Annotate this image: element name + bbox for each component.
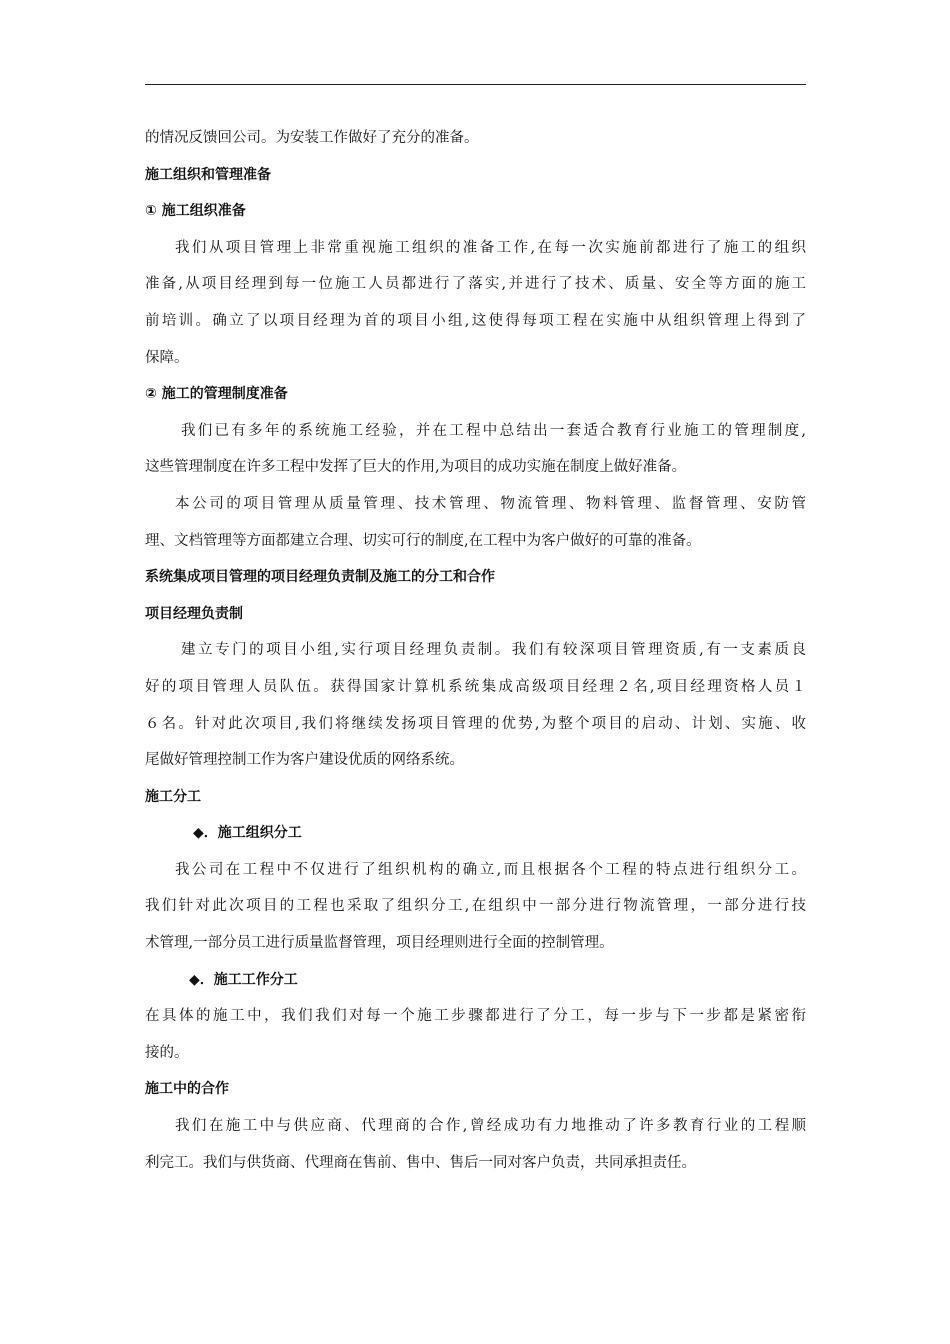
paragraph-line: 好的项目管理人员队伍。获得国家计算机系统集成高级项目经理２名,项目经理资格人员１ (145, 678, 806, 695)
paragraph-line: 我们针对此次项目的工程也采取了组织分工,在组织中一部分进行物流管理，一部分进行技 (145, 898, 806, 915)
paragraph-line: 建立专门的项目小组,实行项目经理负责制。我们有较深项目管理资质,有一支素质良 (181, 642, 806, 659)
paragraph-line: 我们已有多年的系统施工经验，并在工程中总结出一套适合教育行业施工的管理制度, (181, 422, 806, 439)
paragraph-line: 利完工。我们与供货商、代理商在售前、售中、售后一同对客户负责，共同承担责任。 (145, 1154, 696, 1171)
paragraph-line: 这些管理制度在许多工程中发挥了巨大的作用,为项目的成功实施在制度上做好准备。 (145, 459, 687, 476)
paragraph-line: 的情况反馈回公司。为安装工作做好了充分的准备。 (145, 130, 479, 146)
section-heading: 施工组织和管理准备 (145, 166, 271, 183)
paragraph-line: 我公司在工程中不仅进行了组织机构的确立,而且根据各个工程的特点进行组织分工。 (175, 861, 806, 878)
subsection-heading: ① 施工组织准备 (145, 203, 246, 220)
subsection-heading: ② 施工的管理制度准备 (145, 386, 288, 403)
paragraph-line: 术管理,一部分员工进行质量监督管理，项目经理则进行全面的控制管理。 (145, 935, 614, 952)
section-heading: 施工分工 (145, 788, 201, 805)
paragraph-line: 理、文档管理等方面都建立合理、切实可行的制度,在工程中为客户做好的可靠的准备。 (145, 532, 701, 549)
paragraph-line: 我们在施工中与供应商、代理商的合作,曾经成功有力地推动了许多教育行业的工程顺 (175, 1118, 806, 1135)
paragraph-line: 在具体的施工中，我们我们对每一个施工步骤都进行了分工，每一步与下一步都是紧密衔 (145, 1008, 806, 1025)
paragraph-line: 我们从项目管理上非常重视施工组织的准备工作,在每一次实施前都进行了施工的组织 (175, 239, 806, 256)
section-heading: 施工中的合作 (145, 1081, 229, 1098)
paragraph-line: 本公司的项目管理从质量管理、技术管理、物流管理、物料管理、监督管理、安防管 (175, 495, 806, 512)
document-body (145, 120, 806, 1181)
paragraph-line: 保障。 (145, 349, 189, 366)
bullet-heading: ◆．施工工作分工 (189, 971, 298, 988)
paragraph-line: 前培训。确立了以项目经理为首的项目小组,这使得每项工程在实施中从组织管理上得到了 (145, 312, 806, 329)
bullet-heading: ◆．施工组织分工 (193, 825, 302, 842)
paragraph-line: 准备,从项目经理到每一位施工人员都进行了落实,并进行了技术、质量、安全等方面的施工 (145, 276, 806, 293)
paragraph-line: ６名。针对此次项目,我们将继续发扬项目管理的优势,为整个项目的启动、计划、实施、收 (145, 715, 806, 732)
section-heading: 系统集成项目管理的项目经理负责制及施工的分工和合作 (145, 569, 495, 586)
paragraph-line: 接的。 (145, 1044, 189, 1061)
header-rule (145, 84, 806, 85)
paragraph-line: 尾做好管理控制工作为客户建设优质的网络系统。 (145, 752, 464, 769)
section-heading: 项目经理负责制 (145, 605, 243, 622)
